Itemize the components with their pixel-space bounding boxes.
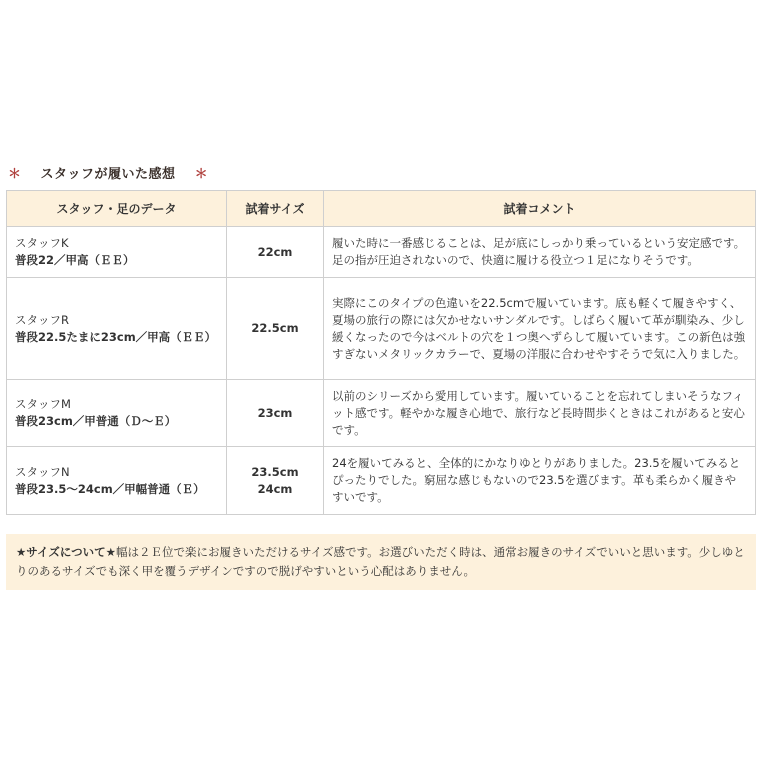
staff-name: スタッフR	[15, 312, 69, 327]
comment-cell: 以前のシリーズから愛用しています。履いていることを忘れてしまいそうなフィット感です。軽やかな履き心地で、旅行など長時間歩くときはこれがあると安心です。	[324, 380, 756, 447]
staff-foot-data: 普段23cm／甲普通（Ｄ～Ｅ）	[15, 414, 177, 428]
table-row	[7, 278, 756, 380]
section-heading	[8, 163, 208, 182]
staff-cell	[7, 447, 227, 515]
staff-cell	[7, 380, 227, 447]
size-cell	[227, 380, 324, 447]
staff-name: スタッフN	[15, 464, 70, 479]
star-left: ＊	[8, 167, 22, 182]
staff-cell	[7, 278, 227, 380]
section-title: スタッフが履いた感想	[40, 167, 176, 182]
table-row	[7, 227, 756, 278]
comment-cell: 実際にこのタイプの色違いを22.5cmで履いています。底も軽くて履きやすく、夏場の旅行の際には欠かせないサンダルです。しばらく履いて革が馴染み、少し緩くなったので今はベルトの穴を１つ奥へずらして履いています。この新色は強すぎないメタリックカラーで、夏場の洋服に合わせやすそうで気に入りました。	[324, 278, 756, 380]
size-value-alt: 24cm	[257, 481, 293, 496]
staff-name: スタッフK	[15, 236, 69, 250]
star-right: ＊	[194, 167, 209, 182]
comment-cell: 履いた時に一番感じることは、足が底にしっかり乗っているという安定感です。 足の指が圧迫されないので、快適に履ける役立つ１足になりそうです。	[324, 227, 756, 278]
size-cell	[227, 278, 324, 380]
staff-review-table	[6, 190, 756, 515]
size-note-title: ★サイズについて★	[16, 545, 116, 559]
size-cell	[227, 227, 324, 278]
comment-cell: 24を履いてみると、全体的にかなりゆとりがありました。23.5を履いてみるとぴったりでした。窮屈な感じもないので23.5を選びます。革も柔らかく履きやすいです。	[324, 447, 756, 515]
size-value: 22.5cm	[251, 321, 299, 335]
column-header-staff: スタッフ・足のデータ	[7, 191, 227, 227]
column-header-comment: 試着コメント	[324, 191, 756, 227]
staff-foot-data: 普段22.5たまに23cm／甲高（ＥＥ）	[15, 329, 217, 344]
table-row	[7, 447, 756, 515]
table-row	[7, 380, 756, 447]
column-header-size: 試着サイズ	[227, 191, 324, 227]
table-header-row	[7, 191, 756, 227]
size-value: 23.5cm	[251, 464, 299, 479]
staff-foot-data: 普段22／甲高（ＥＥ）	[15, 253, 135, 267]
staff-name: スタッフM	[15, 397, 71, 411]
staff-cell	[7, 227, 227, 278]
size-note-body: 幅は２Ｅ位で楽にお履きいただけるサイズ感です。お選びいただく時は、通常お履きのサイズでいいと思います。少しゆとりのあるサイズでも深く甲を覆うデザインですので脱げやすいという心配はありません。	[16, 545, 745, 578]
size-value: 22cm	[257, 244, 293, 259]
size-value: 23cm	[257, 405, 293, 420]
size-cell	[227, 447, 324, 515]
size-note	[6, 534, 756, 590]
staff-foot-data: 普段23.5～24cm／甲幅普通（Ｅ）	[15, 481, 205, 496]
